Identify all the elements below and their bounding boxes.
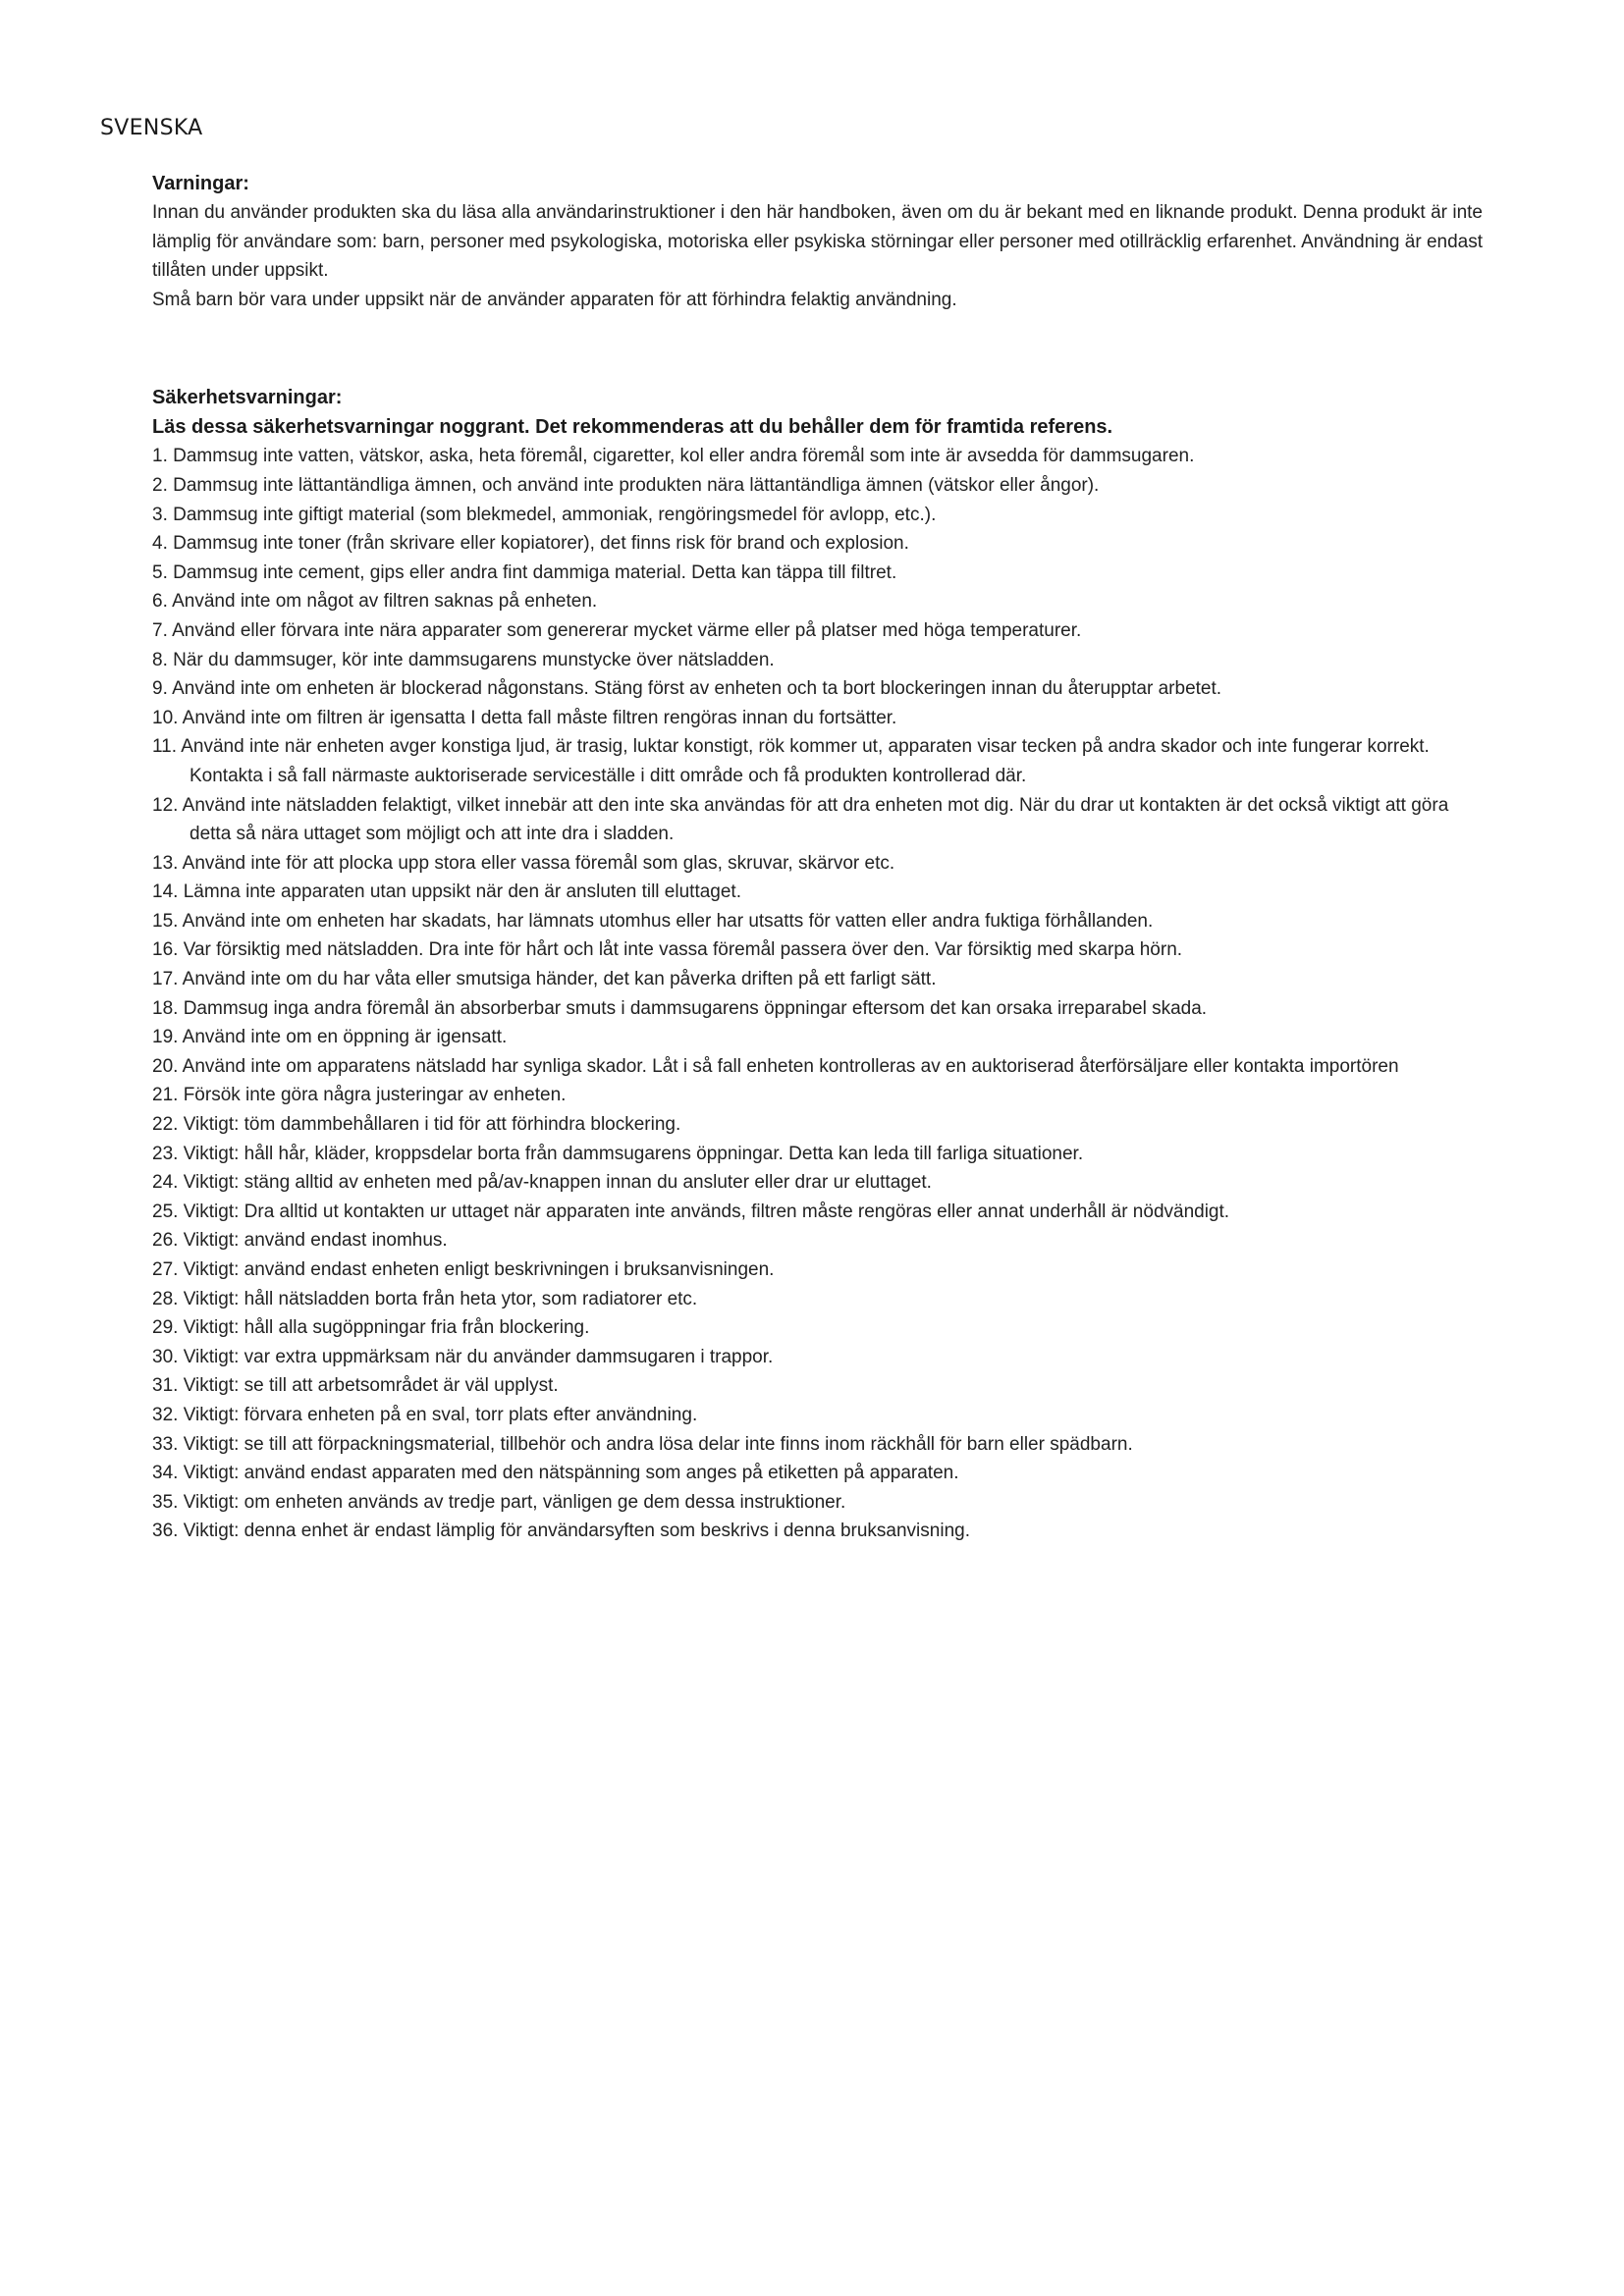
- list-item: [152, 994, 1483, 1024]
- list-item: [152, 674, 1483, 704]
- safety-title: Säkerhetsvarningar:: [152, 387, 343, 409]
- warnings-section: [152, 169, 1483, 314]
- list-item-number: 4.: [152, 533, 168, 555]
- list-item-number: 32.: [152, 1404, 179, 1425]
- list-item-number: 14.: [152, 881, 179, 903]
- list-item-number: 1.: [152, 446, 168, 467]
- list-item-text: Använd inte om filtren är igensatta I detta fall måste filtren rengöras innan du fortsätter.: [182, 707, 897, 728]
- list-item-number: 3.: [152, 504, 168, 525]
- list-item-text: Dammsug inte toner (från skrivare eller kopiatorer), det finns risk för brand och explosion.: [173, 533, 909, 555]
- list-item-text: Viktigt: Dra alltid ut kontakten ur uttaget när apparaten inte används, filtren måste rengöras eller annat underhåll är nödvändigt.: [183, 1201, 1230, 1222]
- list-item-text: Viktigt: denna enhet är endast lämplig för användarsyften som beskrivs i denna bruksanvisning.: [183, 1521, 970, 1542]
- list-item: [152, 907, 1483, 936]
- list-item: [152, 791, 1483, 849]
- list-item: [152, 935, 1483, 965]
- list-item-text: Använd inte när enheten avger konstiga ljud, är trasig, luktar konstigt, rök kommer ut, apparaten visar tecken på andra skador och inte fungerar korrekt. Kontakta i så fall närmaste auktoriserade serviceställe i ditt område och få produkten kontrollerad där.: [181, 736, 1430, 786]
- list-item-text: Använd inte nätsladden felaktigt, vilket innebär att den inte ska användas för att dra enheten mot dig. När du drar ut kontakten är det också viktigt att göra detta så nära uttaget som möjligt och att inte dra i sladden.: [182, 794, 1449, 845]
- list-item-number: 27.: [152, 1259, 179, 1280]
- list-item-number: 34.: [152, 1463, 179, 1484]
- list-item-number: 25.: [152, 1201, 179, 1222]
- list-item-number: 7.: [152, 619, 168, 641]
- list-item: [152, 1517, 1483, 1546]
- list-item-text: Viktigt: töm dammbehållaren i tid för att förhindra blockering.: [183, 1114, 681, 1136]
- list-item-number: 9.: [152, 678, 168, 700]
- list-item-text: Viktigt: använd endast apparaten med den nätspänning som anges på etiketten på apparaten.: [183, 1463, 959, 1484]
- list-item-number: 28.: [152, 1288, 179, 1309]
- list-item: [152, 1052, 1483, 1082]
- list-item: [152, 849, 1483, 879]
- list-item: [152, 732, 1483, 790]
- list-item-number: 18.: [152, 997, 179, 1019]
- list-item-number: 23.: [152, 1143, 179, 1164]
- list-item-number: 8.: [152, 649, 168, 670]
- list-item-text: Använd inte om enheten är blockerad någonstans. Stäng först av enheten och ta bort blockeringen innan du återupptar arbetet.: [172, 678, 1222, 700]
- list-item-number: 21.: [152, 1085, 179, 1106]
- list-item: [152, 559, 1483, 588]
- list-item: [152, 1198, 1483, 1227]
- list-item: [152, 1140, 1483, 1169]
- safety-list: [152, 442, 1483, 1546]
- list-item-number: 12.: [152, 794, 179, 816]
- list-item-number: 29.: [152, 1317, 179, 1339]
- page-heading: SVENSKA: [100, 116, 203, 140]
- list-item-text: Viktigt: var extra uppmärksam när du använder dammsugaren i trappor.: [183, 1346, 774, 1367]
- list-item: [152, 1343, 1483, 1372]
- warnings-paragraph: Innan du använder produkten ska du läsa alla användarinstruktioner i den här handboken, även om du är bekant med en liknande produkt. Denna produkt är inte lämplig för användare som: barn, personer med psykologiska, motoriska eller psykiska störningar eller personer med otillräcklig erfarenhet. Användning är endast tillåten under uppsikt.: [152, 202, 1483, 282]
- list-item-text: Dammsug inte giftigt material (som blekmedel, ammoniak, rengöringsmedel för avlopp, etc.).: [173, 504, 937, 525]
- list-item-number: 2.: [152, 474, 168, 496]
- list-item: [152, 1255, 1483, 1285]
- list-item-number: 15.: [152, 910, 179, 932]
- list-item-number: 13.: [152, 852, 179, 874]
- list-item-number: 22.: [152, 1114, 179, 1136]
- list-item: [152, 1226, 1483, 1255]
- list-item: [152, 587, 1483, 616]
- list-item: [152, 616, 1483, 646]
- list-item-text: Använd inte om du har våta eller smutsiga händer, det kan påverka driften på ett farligt sätt.: [182, 969, 937, 990]
- list-item-text: Viktigt: använd endast inomhus.: [183, 1230, 448, 1252]
- list-item-number: 19.: [152, 1027, 179, 1048]
- list-item: [152, 471, 1483, 501]
- list-item-text: Använd inte om en öppning är igensatt.: [182, 1027, 508, 1048]
- list-item-text: Viktigt: använd endast enheten enligt beskrivningen i bruksanvisningen.: [183, 1259, 775, 1280]
- warnings-paragraph: Små barn bör vara under uppsikt när de använder apparaten för att förhindra felaktig användning.: [152, 289, 957, 310]
- list-item-text: Viktigt: stäng alltid av enheten med på/av-knappen innan du ansluter eller drar ur eluttaget.: [183, 1172, 932, 1194]
- safety-section: [152, 383, 1483, 1546]
- list-item: [152, 442, 1483, 471]
- list-item: [152, 1313, 1483, 1343]
- list-item: [152, 1488, 1483, 1518]
- list-item-text: Dammsug inte vatten, vätskor, aska, heta föremål, cigaretter, kol eller andra föremål som inte är avsedda för dammsugaren.: [173, 446, 1195, 467]
- list-item-text: Viktigt: se till att arbetsområdet är väl upplyst.: [183, 1375, 559, 1397]
- document-body: [152, 169, 1483, 1546]
- list-item-text: Lämna inte apparaten utan uppsikt när den är ansluten till eluttaget.: [183, 881, 741, 903]
- list-item-text: Dammsug inga andra föremål än absorberbar smuts i dammsugarens öppningar eftersom det kan orsaka irreparabel skada.: [183, 997, 1208, 1019]
- list-item-number: 16.: [152, 939, 179, 961]
- list-item-text: Använd inte om enheten har skadats, har lämnats utomhus eller har utsatts för vatten eller andra fuktiga förhållanden.: [182, 910, 1154, 932]
- list-item-number: 24.: [152, 1172, 179, 1194]
- list-item-number: 30.: [152, 1346, 179, 1367]
- list-item-number: 11.: [152, 736, 178, 758]
- list-item-text: Var försiktig med nätsladden. Dra inte för hårt och låt inte vassa föremål passera över den. Var försiktig med skarpa hörn.: [183, 939, 1183, 961]
- list-item: [152, 1081, 1483, 1110]
- list-item: [152, 1168, 1483, 1198]
- list-item-text: Viktigt: håll hår, kläder, kroppsdelar borta från dammsugarens öppningar. Detta kan leda till farliga situationer.: [183, 1143, 1084, 1164]
- list-item: [152, 1023, 1483, 1052]
- list-item: [152, 1430, 1483, 1460]
- list-item-text: När du dammsuger, kör inte dammsugarens munstycke över nätsladden.: [173, 649, 775, 670]
- list-item-text: Viktigt: se till att förpackningsmaterial, tillbehör och andra lösa delar inte finns inom räckhåll för barn eller spädbarn.: [183, 1433, 1133, 1455]
- list-item-text: Dammsug inte lättantändliga ämnen, och använd inte produkten nära lättantändliga ämnen (vätskor eller ångor).: [173, 474, 1100, 496]
- list-item-text: Använd inte om något av filtren saknas på enheten.: [172, 591, 598, 613]
- list-item-text: Viktigt: håll nätsladden borta från heta ytor, som radiatorer etc.: [183, 1288, 698, 1309]
- warnings-title: Varningar:: [152, 173, 249, 194]
- list-item: [152, 1285, 1483, 1314]
- list-item: [152, 965, 1483, 994]
- list-item-number: 35.: [152, 1491, 179, 1513]
- list-item: [152, 1110, 1483, 1140]
- list-item-number: 5.: [152, 561, 168, 583]
- list-item-text: Viktigt: håll alla sugöppningar fria från blockering.: [183, 1317, 590, 1339]
- list-item: [152, 878, 1483, 907]
- list-item-number: 17.: [152, 969, 179, 990]
- list-item-number: 36.: [152, 1521, 179, 1542]
- list-item: [152, 529, 1483, 559]
- list-item-number: 26.: [152, 1230, 179, 1252]
- list-item-text: Viktigt: förvara enheten på en sval, torr plats efter användning.: [183, 1404, 698, 1425]
- list-item-number: 31.: [152, 1375, 179, 1397]
- list-item-text: Använd eller förvara inte nära apparater som genererar mycket värme eller på platser med höga temperaturer.: [172, 619, 1082, 641]
- list-item: [152, 501, 1483, 530]
- list-item: [152, 1371, 1483, 1401]
- list-item-number: 6.: [152, 591, 168, 613]
- list-item-text: Använd inte om apparatens nätsladd har synliga skador. Låt i så fall enheten kontrolleras av en auktoriserad återförsäljare eller kontakta importören: [182, 1055, 1399, 1077]
- list-item: [152, 1401, 1483, 1430]
- list-item-text: Viktigt: om enheten används av tredje part, vänligen ge dem dessa instruktioner.: [183, 1491, 846, 1513]
- list-item: [152, 1459, 1483, 1488]
- safety-intro: Läs dessa säkerhetsvarningar noggrant. Det rekommenderas att du behåller dem för framtida referens.: [152, 416, 1113, 439]
- list-item-text: Använd inte för att plocka upp stora eller vassa föremål som glas, skruvar, skärvor etc.: [182, 852, 895, 874]
- list-item-number: 10.: [152, 707, 179, 728]
- list-item: [152, 646, 1483, 675]
- list-item-number: 20.: [152, 1055, 179, 1077]
- list-item-text: Dammsug inte cement, gips eller andra fint dammiga material. Detta kan täppa till filtret.: [173, 561, 897, 583]
- list-item-text: Försök inte göra några justeringar av enheten.: [183, 1085, 567, 1106]
- list-item-number: 33.: [152, 1433, 179, 1455]
- list-item: [152, 704, 1483, 733]
